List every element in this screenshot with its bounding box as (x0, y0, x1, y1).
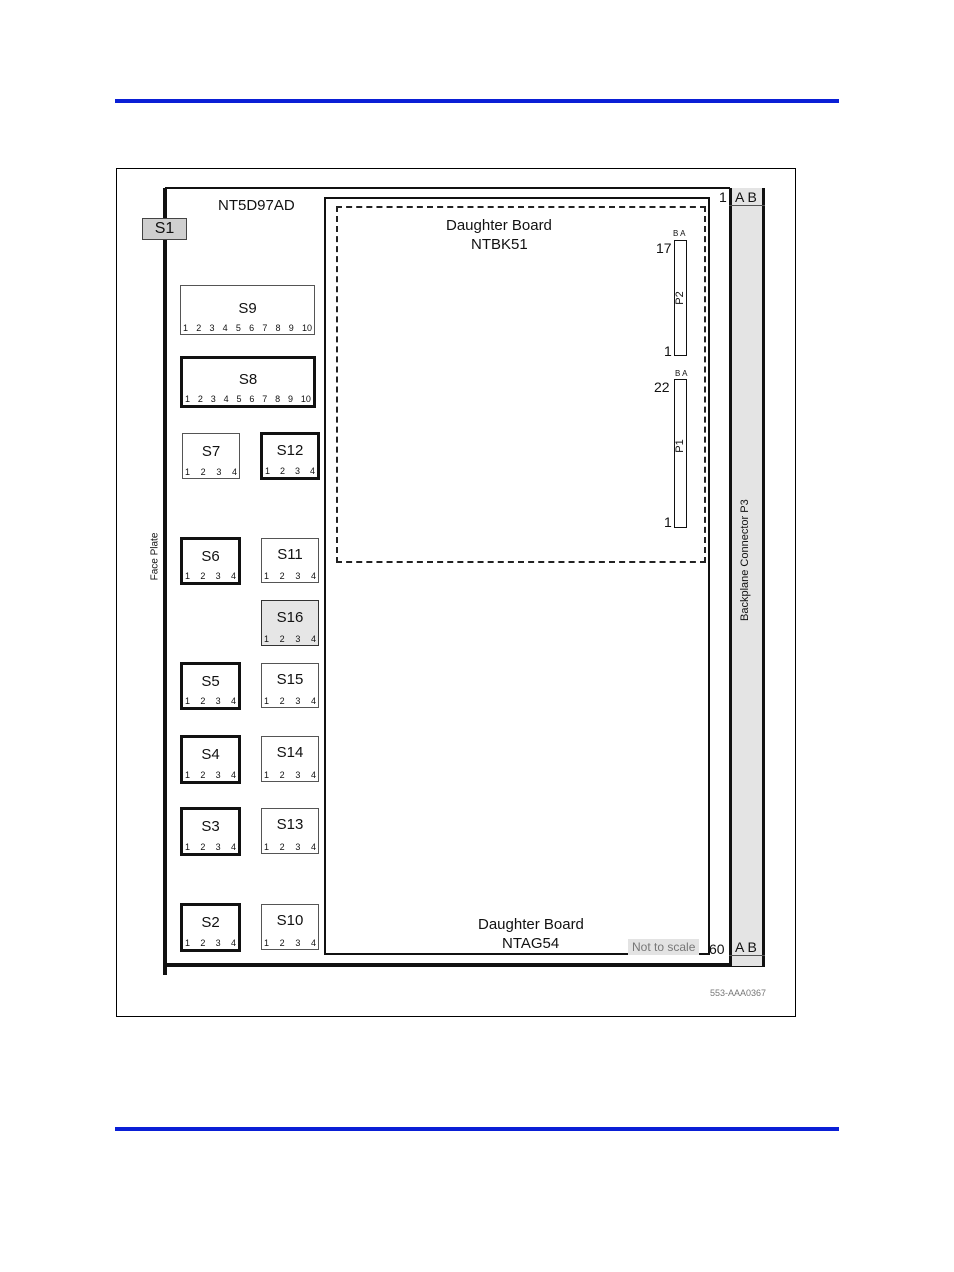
dip-switch-position: 2 (279, 696, 285, 706)
dip-switch-position: 1 (185, 571, 191, 581)
dip-switch-position: 1 (264, 634, 270, 644)
dip-switch-position: 3 (295, 634, 301, 644)
dip-switch-label: S2 (201, 914, 220, 931)
dip-switch-position: 5 (235, 323, 241, 333)
dip-switch-position: 2 (200, 938, 206, 948)
dip-switch-label: S14 (276, 744, 304, 761)
connector-p2-bottom-pin: 1 (664, 343, 672, 359)
dip-switch-label: S3 (201, 818, 220, 835)
dip-switch-position: 1 (264, 571, 270, 581)
dip-switch-position: 4 (223, 394, 229, 404)
dip-switch-position: 3 (294, 466, 300, 476)
dip-switch-positions (264, 634, 316, 644)
dip-switch-s5[interactable] (180, 662, 241, 710)
dip-switch-position: 1 (185, 842, 191, 852)
dip-switch-position: 3 (210, 394, 216, 404)
dip-switch-position: 4 (310, 770, 316, 780)
daughter-board-ntag54-title: Daughter Board (478, 916, 584, 933)
board-top-edge (165, 187, 730, 189)
dip-switch-position: 1 (183, 323, 189, 333)
dip-switch-position: 2 (279, 466, 285, 476)
dip-switch-position: 2 (200, 696, 206, 706)
backplane-top-pin: 1 (719, 189, 727, 205)
dip-switch-position: 3 (215, 842, 221, 852)
dip-switch-positions (185, 842, 236, 852)
dip-switch-position: 3 (295, 770, 301, 780)
daughter-board-ntbk51-part: NTBK51 (471, 236, 528, 253)
dip-switch-positions (185, 770, 236, 780)
dip-switch-position: 2 (197, 394, 203, 404)
dip-switch-positions (185, 938, 236, 948)
dip-switch-position: 2 (200, 571, 206, 581)
dip-switch-position: 5 (236, 394, 242, 404)
dip-switch-label: S15 (276, 671, 304, 688)
dip-switch-position: 7 (262, 323, 268, 333)
dip-switch-position: 4 (310, 571, 316, 581)
connector-p1-top-pin: 22 (654, 379, 670, 395)
faceplate-bar (163, 188, 167, 975)
dip-switch-position: 4 (310, 938, 316, 948)
dip-switch-position: 4 (230, 696, 236, 706)
dip-switch-position: 1 (265, 466, 271, 476)
dip-switch-position: 2 (279, 938, 285, 948)
dip-switch-position: 6 (249, 394, 255, 404)
dip-switch-s9[interactable] (180, 285, 315, 335)
dip-switch-position: 8 (275, 394, 281, 404)
dip-switch-position: 4 (230, 938, 236, 948)
dip-switch-position: 7 (262, 394, 268, 404)
dip-switch-s10[interactable] (261, 904, 319, 950)
dip-switch-position: 2 (200, 467, 206, 477)
connector-p2-rows: B A (673, 229, 686, 238)
dip-switch-position: 1 (264, 938, 270, 948)
dip-switch-s13[interactable] (261, 808, 319, 854)
dip-switch-s12[interactable] (260, 432, 320, 480)
daughter-board-ntag54-part: NTAG54 (502, 935, 560, 952)
dip-switch-s3[interactable] (180, 807, 241, 856)
dip-switch-position: 9 (288, 394, 294, 404)
dip-switch-position: 2 (279, 571, 285, 581)
dip-switch-label: S10 (276, 912, 304, 929)
dip-switch-position: 3 (295, 938, 301, 948)
dip-switch-position: 1 (264, 770, 270, 780)
dip-switch-label: S16 (276, 609, 304, 626)
dip-switch-positions (264, 770, 316, 780)
dip-switch-s8[interactable] (180, 356, 316, 408)
dip-switch-position: 4 (230, 770, 236, 780)
dip-switch-label: S6 (201, 548, 220, 565)
dip-switch-s11[interactable] (261, 538, 319, 583)
backplane-divider-top (729, 205, 765, 206)
board-name: NT5D97AD (218, 197, 295, 214)
dip-switch-position: 8 (275, 323, 281, 333)
backplane-bottom-rows: A B (735, 939, 757, 955)
dip-switch-position: 9 (288, 323, 294, 333)
dip-switch-label: S7 (201, 443, 221, 460)
dip-switch-positions (264, 842, 316, 852)
dip-switch-label: S8 (238, 371, 258, 388)
dip-switch-positions (185, 696, 236, 706)
dip-switch-positions (265, 466, 315, 476)
dip-switch-positions (183, 323, 312, 333)
dip-switch-position: 3 (295, 696, 301, 706)
dip-switch-position: 3 (209, 323, 215, 333)
faceplate-switch-s1[interactable] (142, 218, 187, 240)
backplane-bottom-pin: 60 (709, 941, 725, 957)
dip-switch-position: 3 (215, 571, 221, 581)
faceplate-switch-label: S1 (154, 220, 175, 237)
dip-switch-position: 3 (215, 770, 221, 780)
dip-switch-label: S9 (238, 300, 257, 317)
dip-switch-position: 1 (264, 696, 270, 706)
dip-switch-label: S13 (276, 816, 304, 833)
dip-switch-position: 2 (279, 842, 285, 852)
dip-switch-position: 1 (185, 394, 191, 404)
board-bottom-edge (165, 963, 765, 967)
dip-switch-position: 2 (196, 323, 202, 333)
dip-switch-position: 4 (230, 842, 236, 852)
dip-switch-position: 2 (200, 770, 206, 780)
dip-switch-position: 1 (185, 938, 191, 948)
connector-p2-top-pin: 17 (656, 240, 672, 256)
dip-switch-position: 4 (222, 323, 228, 333)
daughter-board-ntbk51-title: Daughter Board (446, 217, 552, 234)
backplane-top-rows: A B (735, 189, 757, 205)
dip-switch-position: 6 (249, 323, 255, 333)
top-rule (115, 99, 839, 103)
dip-switch-position: 4 (230, 571, 236, 581)
daughter-board-ntbk51 (336, 206, 706, 563)
dip-switch-position: 3 (295, 842, 301, 852)
scale-note: Not to scale (628, 939, 699, 955)
dip-switch-label: S5 (201, 673, 220, 690)
dip-switch-position: 3 (215, 696, 221, 706)
dip-switch-position: 10 (300, 394, 311, 404)
dip-switch-positions (264, 571, 316, 581)
connector-p1-bottom-pin: 1 (664, 514, 672, 530)
dip-switch-label: S12 (276, 442, 304, 459)
dip-switch-positions (185, 467, 237, 477)
dip-switch-position: 4 (310, 634, 316, 644)
dip-switch-position: 1 (185, 696, 191, 706)
dip-switch-s16[interactable] (261, 600, 319, 646)
connector-p1-rows: B A (675, 369, 688, 378)
dip-switch-positions (264, 938, 316, 948)
connector-p1-label: P1 (674, 439, 686, 453)
dip-switch-s15[interactable] (261, 663, 319, 708)
dip-switch-s2[interactable] (180, 903, 241, 952)
dip-switch-position: 3 (215, 938, 221, 948)
backplane-divider-bottom (729, 955, 765, 956)
dip-switch-label: S4 (201, 746, 220, 763)
dip-switch-positions (185, 571, 236, 581)
dip-switch-position: 2 (200, 842, 206, 852)
dip-switch-position: 2 (279, 634, 285, 644)
dip-switch-position: 2 (279, 770, 285, 780)
dip-switch-position: 3 (216, 467, 222, 477)
dip-switch-s14[interactable] (261, 736, 319, 782)
dip-switch-s7[interactable] (182, 433, 240, 479)
dip-switch-s4[interactable] (180, 735, 241, 784)
dip-switch-s6[interactable] (180, 537, 241, 585)
backplane-label: Backplane Connector P3 (739, 499, 751, 621)
dip-switch-position: 1 (185, 770, 191, 780)
dip-switch-positions (264, 696, 316, 706)
dip-switch-position: 3 (295, 571, 301, 581)
dip-switch-position: 4 (310, 842, 316, 852)
dip-switch-position: 10 (301, 323, 312, 333)
faceplate-label: Face Plate (149, 532, 161, 581)
dip-switch-position: 4 (231, 467, 237, 477)
dip-switch-positions (185, 394, 311, 404)
dip-switch-position: 4 (309, 466, 315, 476)
bottom-rule (115, 1127, 839, 1131)
dip-switch-position: 1 (185, 467, 191, 477)
figure-id: 553-AAA0367 (710, 988, 767, 998)
dip-switch-label: S11 (277, 546, 303, 563)
connector-p2-label: P2 (674, 291, 686, 305)
dip-switch-position: 4 (310, 696, 316, 706)
dip-switch-position: 1 (264, 842, 270, 852)
